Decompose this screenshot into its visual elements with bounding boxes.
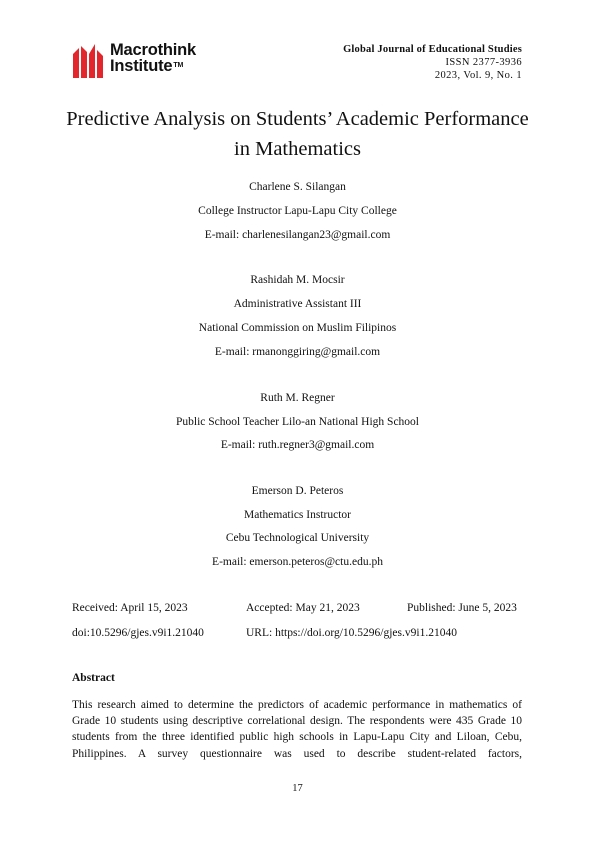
paper-title-line2: in Mathematics (234, 138, 361, 160)
author-affiliation: College Instructor Lapu-Lapu City College (198, 205, 397, 217)
author-affiliation: Mathematics Instructor (244, 509, 351, 521)
abstract-line: Philippines. A survey questionnaire was used to describe student-related factors, (72, 747, 522, 760)
abstract-line: Grade 10 students using descriptive correlational design. The respondents were 435 Grade 10 (72, 715, 522, 728)
author-affiliation: Administrative Assistant III (233, 298, 362, 310)
page-number: 17 (292, 783, 303, 794)
doi-url[interactable]: URL: https://doi.org/10.5296/gjes.v9i1.21040 (246, 627, 457, 639)
paper-title (60, 104, 535, 164)
author-name: Ruth M. Regner (260, 392, 335, 404)
author-affiliation: National Commission on Muslim Filipinos (198, 322, 397, 334)
author-email: E-mail: charlenesilangan23@gmail.com (204, 229, 391, 241)
abstract-line: This research aimed to determine the predictors of academic performance in mathematics of (72, 699, 522, 711)
logo-tm: TM (173, 62, 184, 69)
abstract-heading: Abstract (72, 672, 115, 684)
journal-volume: 2023, Vol. 9, No. 1 (434, 70, 522, 81)
author-email: E-mail: ruth.regner3@gmail.com (220, 439, 375, 451)
published-date: Published: June 5, 2023 (407, 602, 517, 614)
received-date: Received: April 15, 2023 (72, 602, 188, 614)
journal-info (343, 43, 522, 82)
publisher-logo-text (110, 42, 196, 74)
author-name: Charlene S. Silangan (249, 181, 346, 193)
author-name: Rashidah M. Mocsir (250, 274, 345, 286)
author-affiliation: Public School Teacher Lilo-an National High School (176, 416, 419, 428)
doi: doi:10.5296/gjes.v9i1.21040 (72, 627, 204, 639)
accepted-date: Accepted: May 21, 2023 (246, 602, 360, 614)
journal-title: Global Journal of Educational Studies (343, 44, 522, 55)
publisher-logo (72, 42, 232, 80)
logo-line2: Institute (110, 57, 173, 75)
journal-issn: ISSN 2377-3936 (445, 57, 522, 68)
author-email: E-mail: rmanonggiring@gmail.com (214, 346, 381, 358)
publisher-logo-mark-icon (72, 42, 108, 80)
paper-title-line1: Predictive Analysis on Students’ Academic Performance (66, 108, 529, 130)
author-email: E-mail: emerson.peteros@ctu.edu.ph (212, 556, 383, 568)
abstract-body (72, 697, 522, 762)
abstract-line: students from the three identified public high schools in Lapu-Lapu City and Liloan, Cebu, (72, 731, 522, 744)
author-affiliation: Cebu Technological University (225, 532, 370, 544)
author-name: Emerson D. Peteros (251, 485, 344, 497)
logo-line1: Macrothink (110, 41, 197, 59)
